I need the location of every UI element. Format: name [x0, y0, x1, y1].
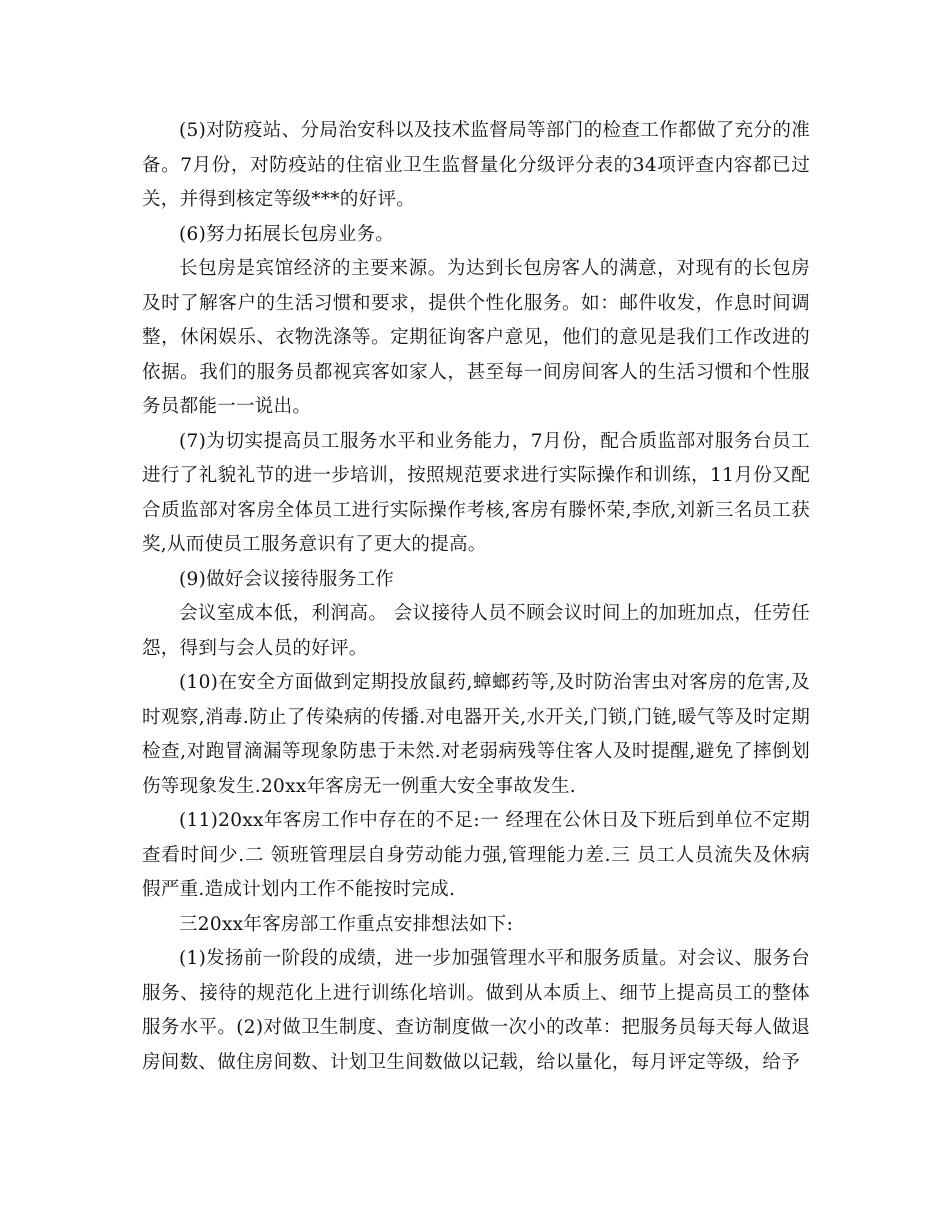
paragraph-plan-heading: 三20xx年客房部工作重点安排想法如下:	[179, 913, 514, 935]
paragraph-inspection-preparation: (5)对防疫站、分局治安科以及技术监督局等部门的检查工作都做了充分的准备。7月份，对防疫站的住宿业卫生监督量化分级评分表的34项评查内容都已过关，并得到核定等级***的好评。	[142, 120, 810, 210]
paragraph-long-stay-heading: (6)努力拓展长包房业务。	[179, 223, 395, 245]
paragraph-plan-items: (1)发扬前一阶段的成绩，进一步加强管理水平和服务质量。对会议、服务台服务、接待的规范化上进行训练化培训。做到从本质上、细节上提高员工的整体服务水平。(2)对做卫生制度、查访制度做一次小的改革：把服务员每天每人做退房间数、做住房间数、计划卫生间数做以记载，给以量化，每月评定等级，给予	[142, 948, 810, 1073]
paragraph-long-stay-service: 长包房是宾馆经济的主要来源。为达到长包房客人的满意，对现有的长包房及时了解客户的生活习惯和要求，提供个性化服务。如：邮件收发，作息时间调整，休闲娱乐、衣物洗涤等。定期征询客户意见，他们的意见是我们工作改进的依据。我们的服务员都视宾客如家人，甚至每一间房间客人的生活习惯和个性服务员都能一一说出。	[142, 258, 810, 417]
paragraph-safety: (10)在安全方面做到定期投放鼠药,蟑螂药等,及时防治害虫对客房的危害,及时观察,消毒.防止了传染病的传播.对电器开关,水开关,门锁,门链,暖气等及时定期检查,对跑冒滴漏等现象防患于未然.对老弱病残等住客人及时提醒,避免了摔倒划伤等现象发生.20xx年客房无一例重大安全事故发生.	[142, 672, 810, 797]
paragraph-shortcomings: (11)20xx年客房工作中存在的不足:一 经理在公休日及下班后到单位不定期查看时间少.二 领班管理层自身劳动能力强,管理能力差.三 员工人员流失及休病假严重.造成计划内工作不能按时完成.	[142, 810, 810, 900]
paragraph-conference-service: 会议室成本低，利润高。 会议接待人员不顾会议时间上的加班加点，任劳任怨，得到与会人员的好评。	[142, 603, 810, 659]
document-body	[142, 114, 810, 1080]
paragraph-conference-heading: (9)做好会议接待服务工作	[179, 568, 395, 590]
paragraph-staff-training: (7)为切实提高员工服务水平和业务能力，7月份，配合质监部对服务台员工进行了礼貌礼节的进一步培训，按照规范要求进行实际操作和训练，11月份又配合质监部对客房全体员工进行实际操作考核,客房有滕怀荣,李欣,刘新三名员工获奖,从而使员工服务意识有了更大的提高。	[142, 430, 810, 555]
